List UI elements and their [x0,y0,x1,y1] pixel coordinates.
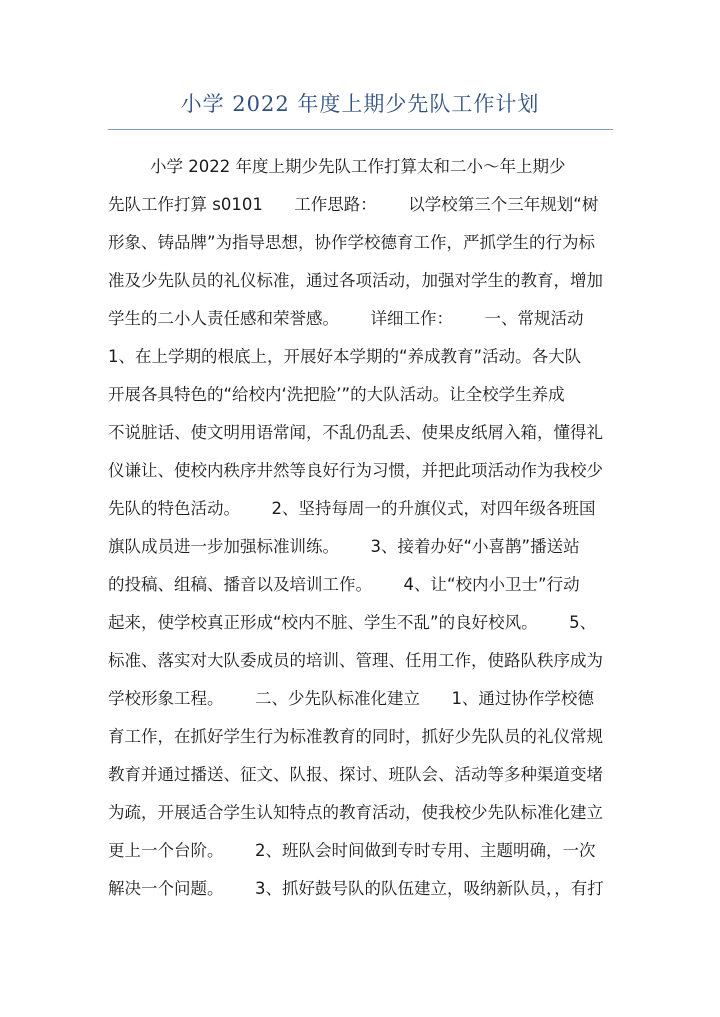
body-line: 育工作，在抓好学生行为标准教育的同时，抓好少先队员的礼仪常规 [108,727,603,746]
document-title: 小学 2022 年度上期少先队工作计划 [180,92,540,116]
body-line: 标准、落实对大队委成员的培训、管理、任用工作，使路队秩序成为 [108,651,603,670]
body-line: 准及少先队员的礼仪标准，通过各项活动，加强对学生的教育，增加 [108,271,603,290]
body-line: 解决一个问题。 3、抓好鼓号队的队伍建立，吸纳新队员，，有打 [108,879,604,898]
body-line: 更上一个台阶。 2、班队会时间做到专时专用、主题明确，一次 [108,841,596,860]
body-line: 开展各具特色的“给校内‘洗把脸’”的大队活动。让全校学生养成 [108,385,565,404]
body-line: 形象、铸品牌”为指导思想，协作学校德育工作，严抓学生的行为标 [108,233,596,252]
body-line: 仪谦让、使校内秩序井然等良好行为习惯，并把此项活动作为我校少 [108,461,603,480]
body-line: 学生的二小人责任感和荣誉感。 详细工作： 一、常规活动 [108,309,584,328]
body-line: 不说脏话、使文明用语常闻，不乱仍乱丢、使果皮纸屑入箱，懂得礼 [108,423,603,442]
body-line: 教育并通过播送、征文、队报、探讨、班队会、活动等多种渠道变堵 [108,765,603,784]
title-underline [108,129,613,130]
body-line: 为疏，开展适合学生认知特点的教育活动，使我校少先队标准化建立 [108,803,603,822]
body-line: 先队的特色活动。 2、坚持每周一的升旗仪式，对四年级各班国 [108,499,596,518]
body-line: 小学 2022 年度上期少先队工作打算太和二小～年上期少 [108,157,566,176]
body-line: 学校形象工程。 二、少先队标准化建立 1、通过协作学校德 [108,689,594,708]
body-line: 先队工作打算 s0101 工作思路： 以学校第三个三年规划“树 [108,195,599,214]
body-line: 1、在上学期的根底上，开展好本学期的“养成教育”活动。各大队 [108,347,582,366]
body-line: 起来，使学校真正形成“校内不脏、学生不乱”的良好校风。 5、 [108,613,597,632]
body-line: 的投稿、组稿、播音以及培训工作。 4、让“校内小卫士”行动 [108,575,580,594]
body-line: 旗队成员进一步加强标准训练。 3、接着办好“小喜鹊”播送站 [108,537,580,556]
